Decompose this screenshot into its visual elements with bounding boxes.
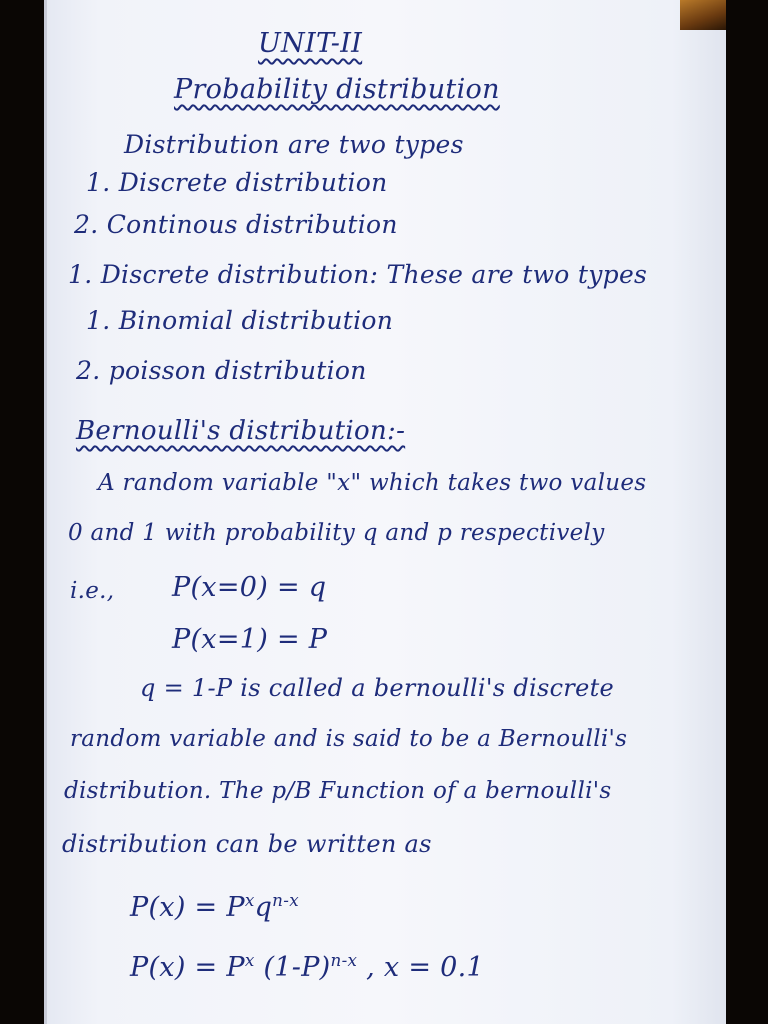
page-corner-shadow (680, 0, 726, 30)
formula-1-p: P (226, 892, 245, 923)
formula-2-paren: (1-P) (254, 952, 331, 983)
equation-2: P(x=1) = P (172, 624, 328, 655)
discrete-type-2: 2. poisson distribution (76, 356, 367, 385)
formula-2-paren-exponent: n-x (330, 950, 358, 970)
formula-2-lhs: P(x) = (130, 952, 227, 983)
paragraph-1-line-1: A random variable "x" which takes two values (98, 470, 647, 496)
unit-heading: UNIT-II (258, 28, 363, 59)
paragraph-2-line-2: random variable and is said to be a Bernoulli's (70, 726, 628, 752)
type-item-1: 1. Discrete distribution (86, 168, 388, 197)
formula-2-p-exponent: x (244, 950, 255, 970)
intro-line: Distribution are two types (124, 130, 464, 159)
type-item-2: 2. Continous distribution (74, 210, 398, 239)
paragraph-2-line-3: distribution. The p/B Function of a bernoulli's (64, 778, 612, 804)
discrete-type-1: 1. Binomial distribution (86, 306, 394, 335)
formula-2-p: P (226, 952, 245, 983)
formula-1-lhs: P(x) = (130, 892, 227, 923)
formula-1-p-exponent: x (244, 890, 255, 910)
formula-1 (130, 892, 299, 921)
formula-1-q: q (254, 892, 273, 923)
paragraph-1-line-2: 0 and 1 with probability q and p respectively (68, 520, 605, 546)
page-title: Probability distribution (174, 74, 500, 105)
paragraph-2-line-4: distribution can be written as (62, 830, 432, 858)
formula-2-tail: , x = 0.1 (357, 952, 484, 983)
bernoulli-heading: Bernoulli's distribution:- (76, 416, 406, 446)
formula-2 (130, 952, 484, 981)
paragraph-2-line-1: q = 1-P is called a bernoulli's discrete (140, 674, 615, 702)
notebook-page (44, 0, 726, 1024)
formula-1-q-exponent: n-x (272, 890, 299, 910)
ie-label: i.e., (70, 578, 115, 604)
equation-1: P(x=0) = q (172, 572, 327, 603)
discrete-line: 1. Discrete distribution: These are two types (68, 260, 648, 289)
page-margin (44, 0, 47, 1024)
